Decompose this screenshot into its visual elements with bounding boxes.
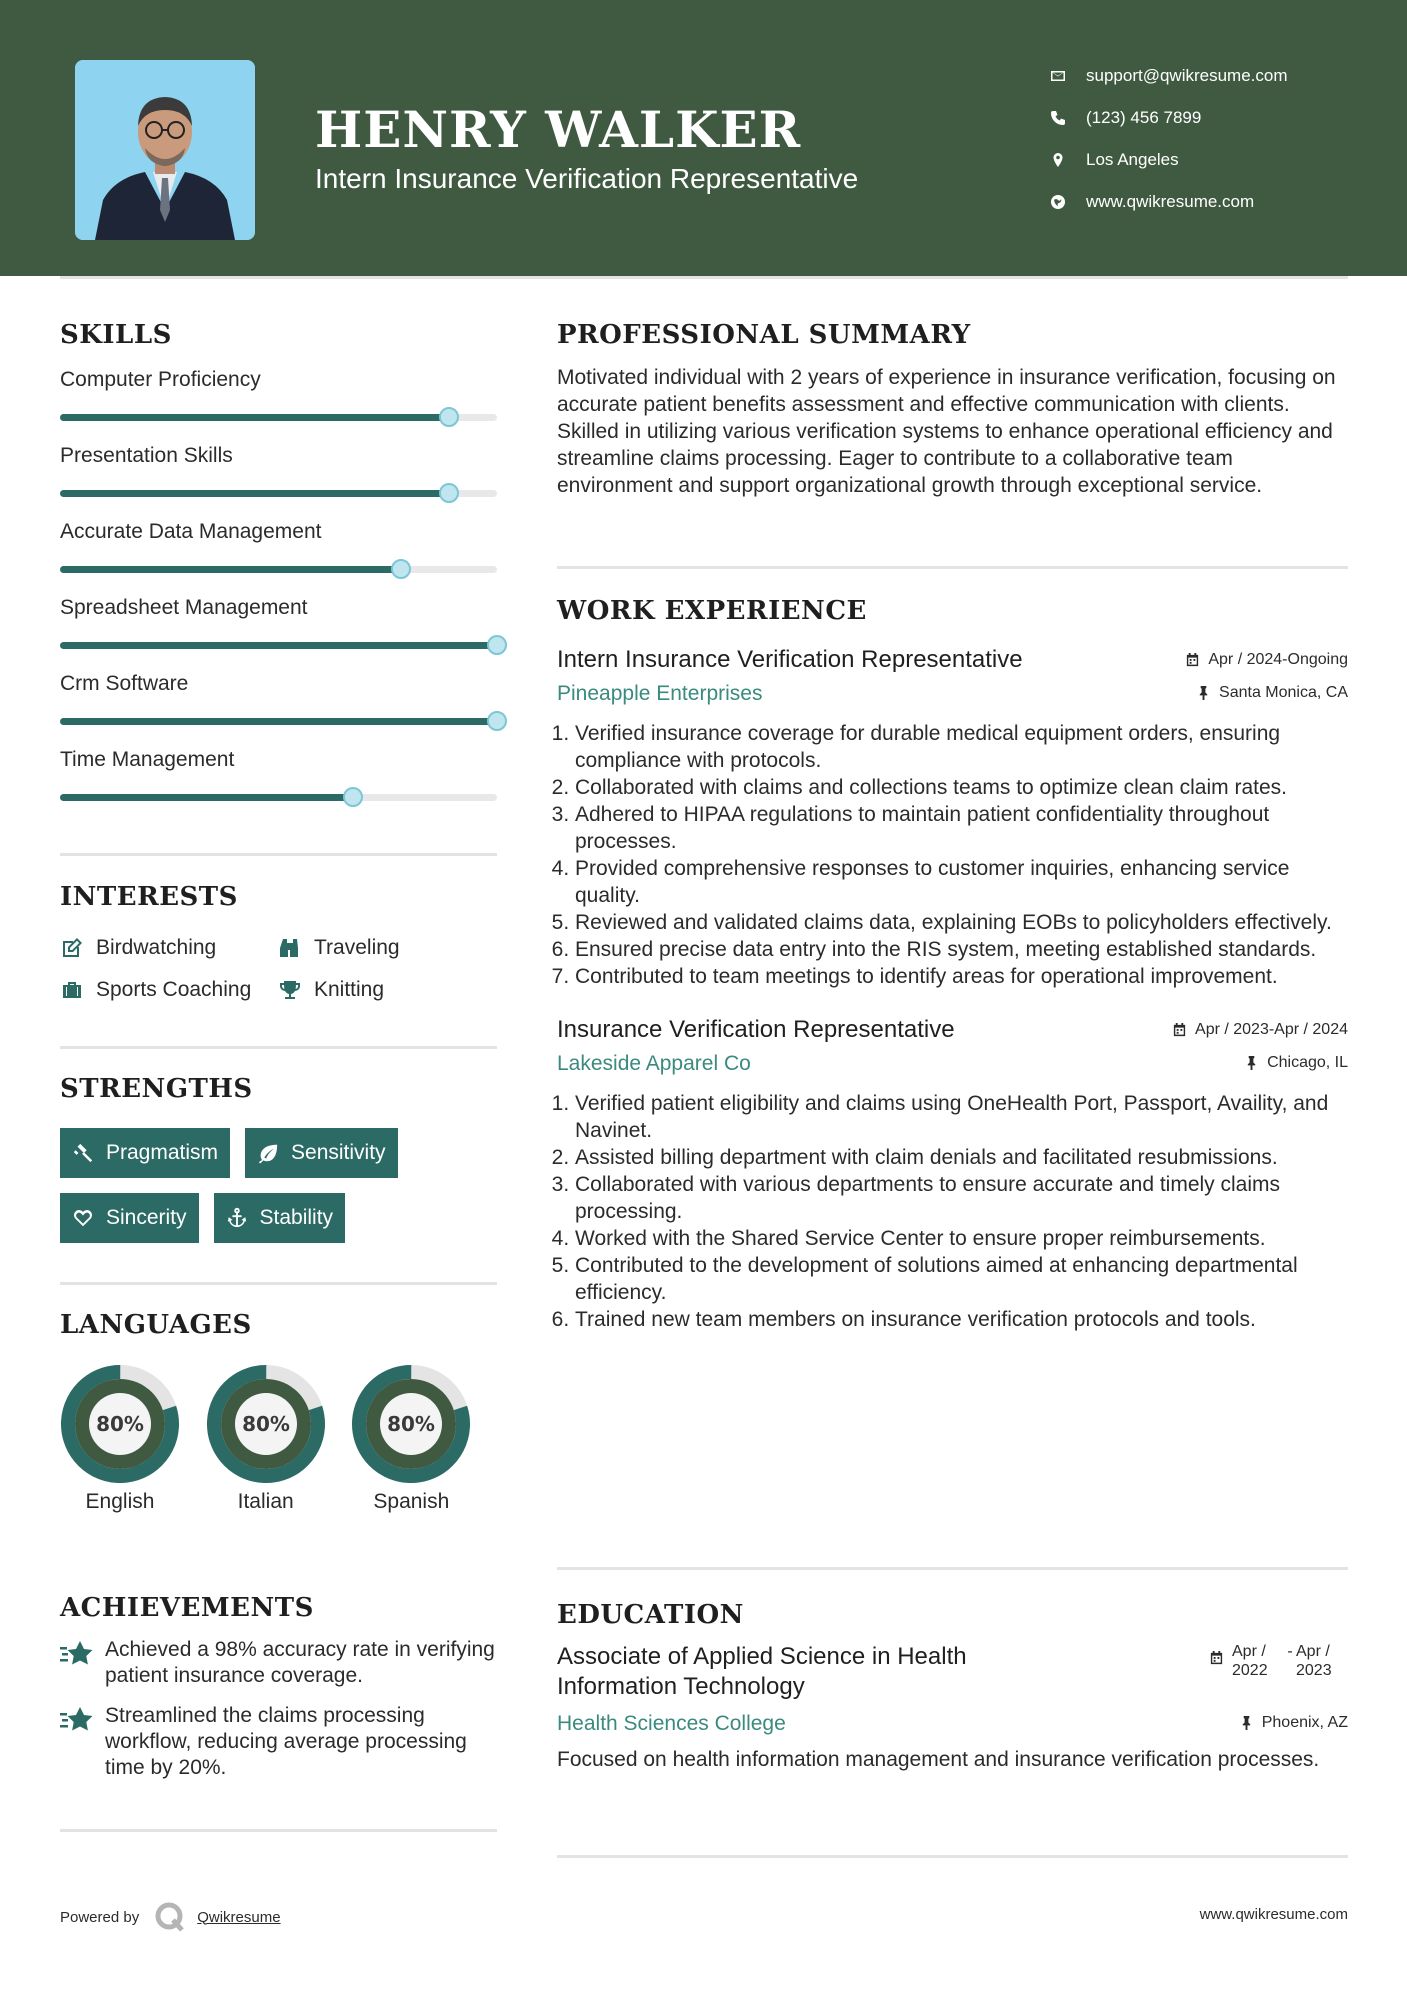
resume-header [0, 0, 1407, 276]
education-degree: Associate of Applied Science in Health Information Technology [557, 1643, 967, 1700]
skill-item [60, 320, 497, 396]
skill-name: Crm Software [60, 672, 189, 695]
skills-divider [60, 853, 497, 856]
strengths-section [60, 1074, 497, 1243]
qwikresume-logo-icon [153, 1900, 187, 1934]
calendar-icon [1172, 1022, 1187, 1037]
anchor-icon [226, 1207, 248, 1229]
profile-photo [75, 60, 255, 240]
leaf-icon [257, 1142, 279, 1164]
candidate-name: HENRY WALKER [315, 100, 802, 159]
contact-email-text: support@qwikresume.com [1086, 66, 1288, 85]
job-dates-text: Apr / 2024-Ongoing [1208, 650, 1348, 668]
candidate-title: Intern Insurance Verification Representative [315, 163, 859, 194]
interest-label: Birdwatching [96, 936, 217, 959]
strength-tag-sensitivity [245, 1128, 398, 1178]
strength-label: Stability [259, 1206, 334, 1229]
strength-tag-sincerity [60, 1193, 199, 1243]
languages-section [60, 1310, 497, 1514]
strength-label: Sensitivity [291, 1141, 386, 1164]
education-date-start: Apr / 2022 [1232, 1643, 1268, 1679]
skill-item [60, 472, 497, 548]
experience-section [557, 596, 1348, 1333]
achievement-text: Achieved a 98% accuracy rate in verifying patient insurance coverage. [105, 1638, 495, 1687]
job-duty: 2. Assisted billing department with claim denials and facilitated resubmissions. [575, 1144, 1348, 1171]
interests-divider [60, 1046, 497, 1049]
education-location [1239, 1714, 1348, 1732]
pushpin-icon [1244, 1055, 1259, 1070]
interest-knitting [278, 978, 478, 1002]
calendar-icon [1209, 1650, 1224, 1665]
job-dates [1172, 1021, 1348, 1039]
interest-birdwatching [60, 936, 278, 960]
education-title: EDUCATION [557, 1600, 744, 1630]
education-section [557, 1600, 1348, 1773]
interest-label: Knitting [314, 978, 385, 1001]
job-duty: 6. Trained new team members on insurance verification protocols and tools. [575, 1306, 1348, 1333]
header-divider [60, 276, 1348, 279]
strength-label: Pragmatism [106, 1141, 219, 1164]
language-donut [60, 1364, 180, 1484]
language-name: English [85, 1490, 155, 1513]
education-location-text: Phoenix, AZ [1261, 1713, 1348, 1731]
job-location-text: Chicago, IL [1267, 1053, 1348, 1071]
skill-item [60, 396, 497, 472]
education-school: Health Sciences College [557, 1712, 786, 1735]
strengths-title: STRENGTHS [60, 1074, 253, 1104]
achievement-text: Streamlined the claims processing workflow, reducing average processing time by 20%. [105, 1704, 467, 1779]
jobs-list [557, 646, 1348, 1333]
job-duty: 4. Worked with the Shared Service Center to ensure proper reimbursements. [575, 1225, 1348, 1252]
achievement-item [60, 1703, 497, 1781]
achievement-item [60, 1637, 497, 1689]
achievements-title: ACHIEVEMENTS [60, 1593, 314, 1623]
binoculars-icon [278, 936, 302, 960]
job-company: Pineapple Enterprises [557, 682, 763, 705]
pushpin-icon [1196, 685, 1211, 700]
job-duty: 6. Ensured precise data entry into the RIS system, meeting established standards. [575, 936, 1348, 963]
skill-bar-fill [60, 794, 353, 801]
skill-name: Presentation Skills [60, 444, 233, 467]
job-duties [557, 720, 1348, 990]
languages-list [60, 1364, 497, 1514]
skill-item [60, 548, 497, 624]
language-item [206, 1364, 352, 1514]
language-item [60, 1364, 206, 1514]
skill-name: Spreadsheet Management [60, 596, 308, 619]
language-percent-label: 80% [96, 1412, 144, 1436]
pushpin-icon [1239, 1715, 1254, 1730]
strength-label: Sincerity [106, 1206, 187, 1229]
skill-item [60, 700, 497, 776]
job-duties [557, 1090, 1348, 1333]
heart-icon [72, 1207, 94, 1229]
summary-section [557, 320, 1348, 499]
language-donut [206, 1364, 326, 1484]
summary-text: Motivated individual with 2 years of experience in insurance verification, focusing on accurate patient benefits assessment and effective communication with clients. Skilled in utilizing various verification systems to enhance operational efficiency and streamline claims processing. Eager to contribute to a collaborative team environment and support organizational growth through exceptional service. [557, 366, 1336, 497]
strengths-divider [60, 1282, 497, 1285]
strength-tag-pragmatism [60, 1128, 230, 1178]
calendar-icon [1185, 652, 1200, 667]
education-divider [557, 1855, 1348, 1858]
interest-traveling [278, 936, 478, 960]
summary-divider [557, 566, 1348, 569]
job-role: Insurance Verification Representative [557, 1016, 955, 1043]
contact-phone-text: (123) 456 7899 [1086, 108, 1202, 127]
job-location [1196, 684, 1348, 702]
job-location-text: Santa Monica, CA [1219, 683, 1348, 701]
powered-by-text: Powered by [60, 1908, 140, 1926]
briefcase-icon [60, 978, 84, 1002]
job-company: Lakeside Apparel Co [557, 1052, 751, 1075]
skill-bar-knob [343, 787, 363, 807]
globe-icon [1050, 194, 1086, 210]
job-entry [557, 1016, 1348, 1333]
contact-email[interactable] [1050, 55, 1380, 97]
job-duty: 7. Contributed to team meetings to identify areas for operational improvement. [575, 963, 1348, 990]
contact-location [1050, 139, 1380, 181]
job-duty: 5. Contributed to the development of solutions aimed at enhancing departmental efficiency. [575, 1252, 1348, 1306]
date-separator: - [1287, 1643, 1293, 1660]
language-percent-label: 80% [241, 1412, 290, 1436]
job-duty: 3. Adhered to HIPAA regulations to maintain patient confidentiality throughout processes. [575, 801, 1348, 855]
achievements-section [60, 1593, 497, 1781]
map-pin-icon [1050, 152, 1086, 168]
skills-section [60, 320, 497, 840]
job-location [1244, 1054, 1348, 1072]
education-date-end: Apr / 2023 [1296, 1643, 1332, 1679]
envelope-icon [1050, 68, 1086, 84]
language-item [351, 1364, 497, 1514]
footer-website[interactable]: www.qwikresume.com [1199, 1906, 1348, 1923]
strength-tag-stability [214, 1193, 346, 1243]
qwikresume-link[interactable]: Qwikresume [197, 1908, 281, 1926]
language-percent-label: 80% [387, 1412, 436, 1436]
language-name: Italian [237, 1490, 294, 1513]
summary-title: PROFESSIONAL SUMMARY [557, 320, 971, 350]
language-name: Spanish [373, 1490, 450, 1513]
contact-phone[interactable] [1050, 97, 1380, 139]
job-duty: 3. Collaborated with various departments to ensure accurate and timely claims processing. [575, 1171, 1348, 1225]
language-donut [351, 1364, 471, 1484]
job-duty: 4. Provided comprehensive responses to customer inquiries, enhancing service quality. [575, 855, 1348, 909]
gavel-icon [72, 1142, 94, 1164]
job-duty: 5. Reviewed and validated claims data, explaining EOBs to policyholders effectively. [575, 909, 1348, 936]
job-role: Intern Insurance Verification Representative [557, 646, 1023, 673]
job-dates [1185, 651, 1348, 669]
languages-title: LANGUAGES [60, 1310, 252, 1340]
skill-name: Computer Proficiency [60, 368, 261, 391]
contact-website-text: www.qwikresume.com [1086, 192, 1255, 211]
job-dates-text: Apr / 2023-Apr / 2024 [1195, 1020, 1348, 1038]
achievements-divider [60, 1829, 497, 1832]
skill-name: Accurate Data Management [60, 520, 322, 543]
skill-name: Time Management [60, 748, 235, 771]
left-column [60, 320, 497, 1779]
footer-powered-by [60, 1900, 281, 1934]
interest-label: Traveling [314, 936, 400, 959]
contact-list [1050, 55, 1380, 223]
trophy-icon [278, 978, 302, 1002]
skill-item [60, 624, 497, 700]
star-list-icon [60, 1705, 94, 1733]
interests-section [60, 882, 497, 1002]
education-description: Focused on health information management and insurance verification processes. [557, 1748, 1320, 1771]
contact-website[interactable] [1050, 181, 1380, 223]
interest-label: Sports Coaching [96, 978, 252, 1001]
education-dates [1209, 1642, 1348, 1702]
experience-divider [557, 1567, 1348, 1570]
star-list-icon [60, 1639, 94, 1667]
skills-title: SKILLS [60, 320, 172, 350]
interest-sports-coaching [60, 978, 278, 1002]
job-duty: 1. Verified insurance coverage for durable medical equipment orders, ensuring compliance with protocols. [575, 720, 1348, 774]
right-column [557, 320, 1348, 1771]
contact-location-text: Los Angeles [1086, 150, 1179, 169]
phone-icon [1050, 110, 1086, 126]
interests-title: INTERESTS [60, 882, 238, 912]
job-duty: 1. Verified patient eligibility and claims using OneHealth Port, Passport, Availity, and Navinet. [575, 1090, 1348, 1144]
pencil-square-icon [60, 936, 84, 960]
job-entry [557, 646, 1348, 990]
skill-bar [60, 794, 497, 801]
experience-title: WORK EXPERIENCE [557, 596, 867, 626]
job-duty: 2. Collaborated with claims and collections teams to optimize clean claim rates. [575, 774, 1348, 801]
